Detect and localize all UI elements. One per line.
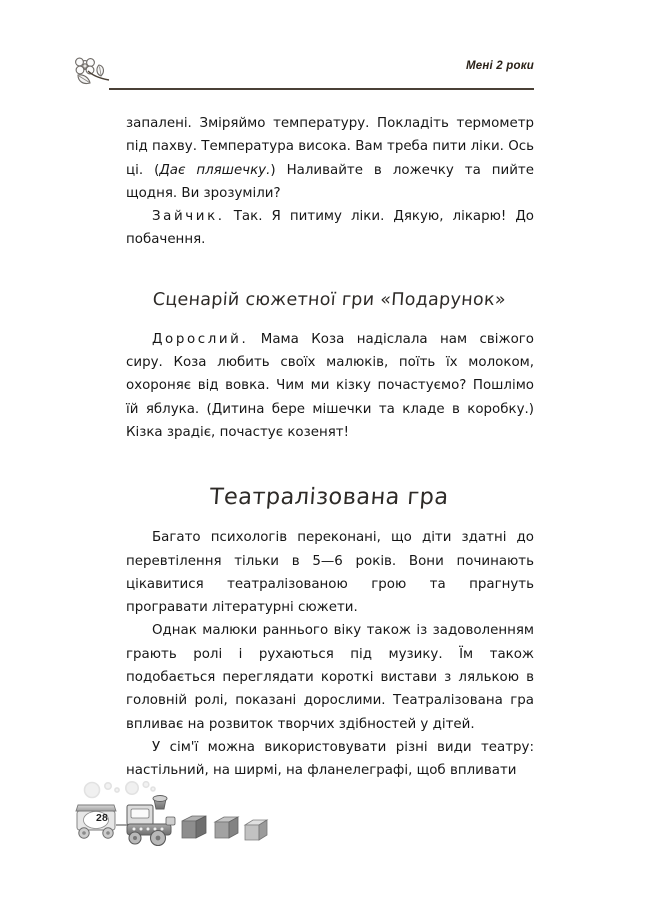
paragraph-dorosly-speech [126,328,534,444]
paragraph-family-theatre [126,736,534,783]
text-run: ) Наливайте в ложечку та пийте щодня. Ви зрозуміли? [126,162,534,201]
header-divider-rule [109,88,534,90]
text-run: Дорослий. [152,331,249,347]
page-number: 28 [95,812,109,824]
paragraph-group-theatre [126,526,534,782]
page-header-title: Мені 2 роки [465,60,534,72]
paragraph-zaichyk-speech [126,205,534,252]
flower-branch-icon [68,53,120,93]
paragraph-group-top [126,112,534,252]
paragraph-group-scenario [126,328,534,444]
section-heading-theatre-game: Театралізована гра [208,484,450,511]
text-run: Зайчик. [152,209,225,225]
paragraph-psychologists [126,526,534,619]
paragraph-doctor-speech [126,112,534,205]
paragraph-toddlers [126,619,534,735]
page-header [68,55,534,95]
text-run: У сім'ї можна використовувати різні види театру: настільний, на ширмі, на фланелеграфі, щоб впливати [126,739,534,779]
text-run: Багато психологів переконані, що діти здатні до перевтілення тільки в 5—6 років. Вони починають цікавитися театралізованою грою та прагнуть програвати літературні сюжети. [126,530,534,616]
text-run: Так. Я питиму ліки. Дякую, лікарю! До побачення. [126,209,534,248]
section-heading-scenario: Сценарій сюжетної гри «Подарунок» [152,289,507,310]
text-run: запалені. Зміряймо температуру. Покладіть термометр під пахву. Температура висока. Вам треба пити ліки. Ось ці. ( [126,116,534,178]
text-run: Мама Коза надіслала нам свіжого сиру. Коза любить своїх малюків, поїть їх молоком, охороняє від вовка. Чим ми кізку почастуємо? Пошлімо їй яблука. (Дитина бере мішечки та кладе в коробку.) Кізка зрадіє, почастує козенят! [126,331,534,440]
text-run: Дає пляшечку. [159,162,271,178]
text-run: Однак малюки раннього віку також із задоволенням грають ролі і рухаються під музику. Їм також подобається переглядати короткі вистави з лялькою в головній ролі, показані дорослими. Театралізована гра впливає на розвиток творчих здібностей у дітей. [126,623,534,732]
page-content [126,112,534,783]
